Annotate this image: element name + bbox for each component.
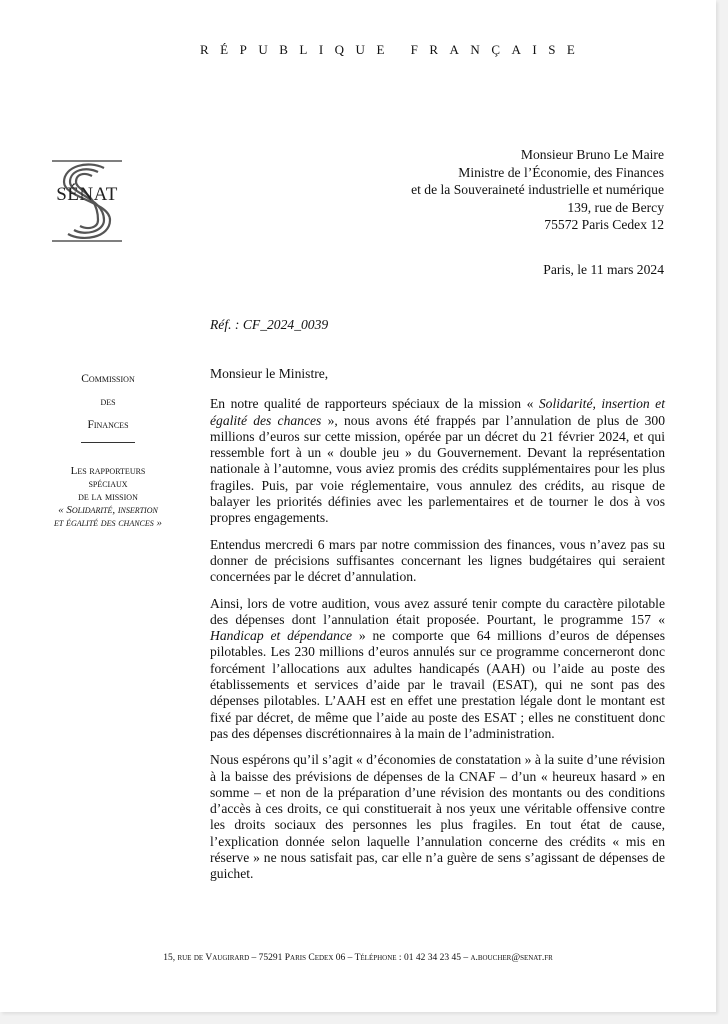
commission-line-3: Finances [87, 419, 129, 431]
letter-footer: 15, rue de Vaugirard – 75291 Paris Cedex 06 – Téléphone : 01 42 34 23 45 – a.boucher@senat.fr [163, 953, 553, 963]
mission-name-line-2: et égalité des chances » [53, 517, 163, 529]
recipient-address [334, 146, 664, 234]
rapporteurs-line-2: spéciaux [88, 478, 128, 490]
salutation: Monsieur le Ministre, [210, 366, 329, 381]
commission-name [20, 373, 196, 432]
mission-name-line-1: « Solidarité, insertion [58, 504, 158, 516]
rapporteurs-label [20, 465, 196, 530]
sidebar-divider [81, 442, 135, 443]
recipient-name: Monsieur Bruno Le Maire [520, 147, 664, 162]
paragraph-2: Entendus mercredi 6 mars par notre commission des finances, vous n’avez pas su donner de précisions suffisantes concernant les lignes budgétaires qui seraient concernées par le décret d’annulation. [210, 536, 665, 585]
commission-line-2: des [100, 396, 116, 408]
commission-line-1: Commission [81, 373, 135, 385]
paragraph-4: Nous espérons qu’il s’agit « d’économies de constatation » à la suite d’une révision à la baisse des prévisions de dépenses de la CNAF – d’un « heureux hasard » en somme – et non de la préparation d’une révision des montants ou des conditions d’accès à ces droits, ce qui constituerait à nos yeux une véritable offensive contre les droits sociaux des personnes les plus fragiles. En tout état de cause, l’explication donnée selon laquelle l’annulation concerne des crédits « mis en réserve » ne nous satisfait pas, car elle n’a guère de sens s’agissant de dépenses de guichet. [210, 752, 665, 882]
programme-title-italic: Handicap et dépendance [210, 628, 353, 644]
paragraph-3-text-c: » ne comporte que 64 millions d’euros de dépenses pilotables. Les 230 millions d’euros annulés sur ce programme concerneront donc forcément l’allocations aux adultes handicapés (AAH) ou l’aide au poste des établissements et services d’aide par le travail (ESAT), qui ne sont pas des dépenses pilotables. L’AAH est en effet une prestation légale dont le montant est fixé par décret, de même que l’aide au poste des ESAT ; elles ne constituent donc pas des dépenses discrétionnaires à la main de l’administration. [210, 628, 665, 741]
letter-date: Paris, le 11 mars 2024 [543, 262, 664, 277]
rapporteurs-line-3: de la mission [78, 491, 138, 503]
paragraph-3 [210, 596, 665, 743]
paragraph-1 [210, 396, 665, 526]
rapporteurs-line-1: Les rapporteurs [70, 465, 146, 477]
recipient-city: 75572 Paris Cedex 12 [544, 217, 664, 232]
recipient-title-line-1: Ministre de l’Économie, des Finances [458, 164, 664, 180]
recipient-title-line-2: et de la Souveraineté industrielle et numérique [411, 182, 664, 197]
reference-number: Réf. : CF_2024_0039 [210, 317, 329, 332]
letter-body [210, 366, 665, 893]
paragraph-1-text-c: », nous avons été frappés par l’annulation de plus de 300 millions d’euros sur cette mission, opérée par un décret du 21 février 2024, et qui ressemble fort à un « double jeu » du Gouvernement. Devant la représentation nationale à l’automne, vous aviez promis des crédits supplémentaires pour les plus fragiles. Puis, par voie réglementaire, vous annulez des crédits, au risque de balayer les priorités définies avec les parlementaires et de tourner le dos à vos propres engagements. [210, 412, 665, 526]
paragraph-1-text-a: En notre qualité de rapporteurs spéciaux de la mission « [210, 396, 539, 412]
letterhead-title: RÉPUBLIQUE FRANÇAISE [200, 42, 587, 57]
recipient-street: 139, rue de Bercy [567, 199, 664, 215]
sender-sidebar [20, 373, 196, 530]
mission-title-italic: Solidarité, insertion et égalité des chances [210, 396, 665, 428]
logo-wordmark: SÉNAT [56, 184, 118, 205]
paragraph-3-text-a: Ainsi, lors de votre audition, vous avez assuré tenir compte du caractère pilotable des dépenses dont l’annulation était proposée. Pourtant, le programme 157 « [210, 595, 665, 627]
senat-logo [48, 158, 126, 244]
